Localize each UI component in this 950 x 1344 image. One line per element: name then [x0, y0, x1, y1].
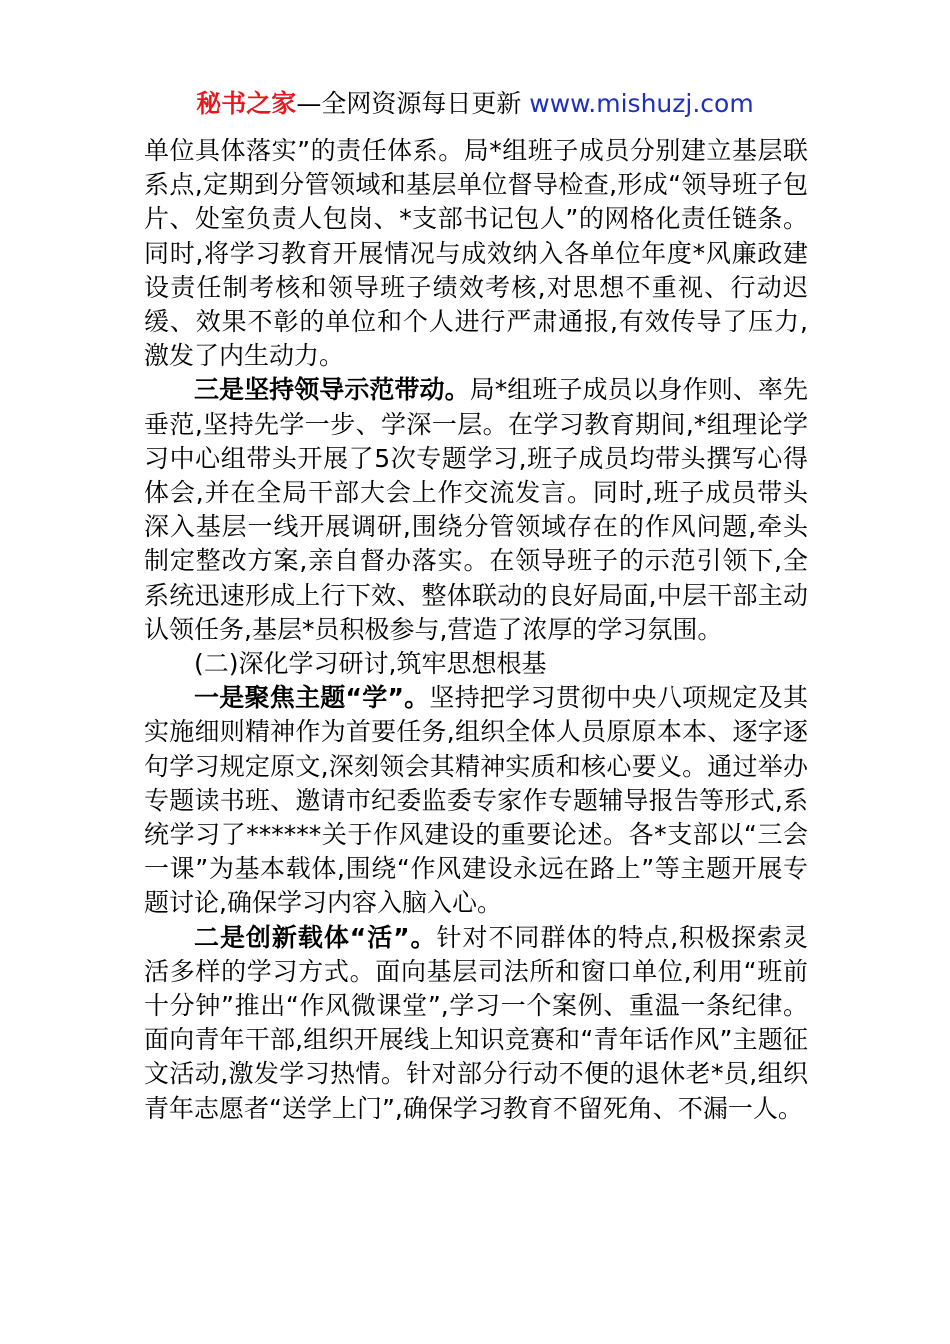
- section-heading: [144, 647, 808, 681]
- paragraph-heading: 三是坚持领导示范带动。: [194, 375, 470, 405]
- paragraph-heading: 二是创新载体“活”。: [194, 922, 437, 952]
- paragraph-text: 局*组班子成员以身作则、率先垂范,坚持先学一步、学深一层。在学习教育期间,*组理论学习中心组带头开展了5次专题学习,班子成员均带头撰写心得体会,并在全局干部大会上作交流发言。同时,班子成员带头深入基层一线开展调研,围绕分管领域存在的作风问题,牵头制定整改方案,亲自督办落实。在领导班子的示范引领下,全系统迅速形成上行下效、整体联动的良好局面,中层干部主动认领任务,基层*员积极参与,营造了浓厚的学习氛围。: [144, 375, 808, 644]
- paragraph-text: 单位具体落实”的责任体系。局*组班子成员分别建立基层联系点,定期到分管领域和基层单位督导检查,形成“领导班子包片、处室负责人包岗、*支部书记包人”的网格化责任链条。同时,将学习教育开展情况与成效纳入各单位年度*风廉政建设责任制考核和领导班子绩效考核,对思想不重视、行动迟缓、效果不彰的单位和个人进行严肃通报,有效传导了压力,激发了内生动力。: [144, 136, 808, 371]
- site-url[interactable]: www.mishuzj.com: [529, 89, 754, 118]
- paragraph-text: 坚持把学习贯彻中央八项规定及其实施细则精神作为首要任务,组织全体人员原原本本、逐字逐句学习规定原文,深刻领会其精神实质和核心要义。通过举办专题读书班、邀请市纪委监委专家作专题辅导报告等形式,系统学习了******关于作风建设的重要论述。各*支部以“三会一课”为基本载体,围绕“作风建设永远在路上”等主题开展专题讨论,确保学习内容入脑入心。: [144, 683, 808, 918]
- paragraph-continuation: [144, 134, 808, 373]
- paragraph-innovate-carrier: [144, 921, 808, 1126]
- brand-name: 秘书之家: [196, 89, 297, 118]
- paragraph-text: 针对不同群体的特点,积极探索灵活多样的学习方式。面向基层司法所和窗口单位,利用“班前十分钟”推出“作风微课堂”,学习一个案例、重温一条纪律。面向青年干部,组织开展线上知识竞赛和“青年话作风”主题征文活动,激发学习热情。针对部分行动不便的退休老*员,组织青年志愿者“送学上门”,确保学习教育不留死角、不漏一人。: [144, 922, 808, 1123]
- page-header: [0, 86, 950, 122]
- section-heading-text: (二)深化学习研讨,筑牢思想根基: [194, 649, 547, 679]
- paragraph-heading: 一是聚焦主题“学”。: [194, 683, 430, 713]
- header-tagline: —全网资源每日更新: [296, 89, 530, 118]
- paragraph-leadership-example: [144, 373, 808, 647]
- paragraph-focus-study: [144, 681, 808, 920]
- document-body: [144, 134, 808, 1126]
